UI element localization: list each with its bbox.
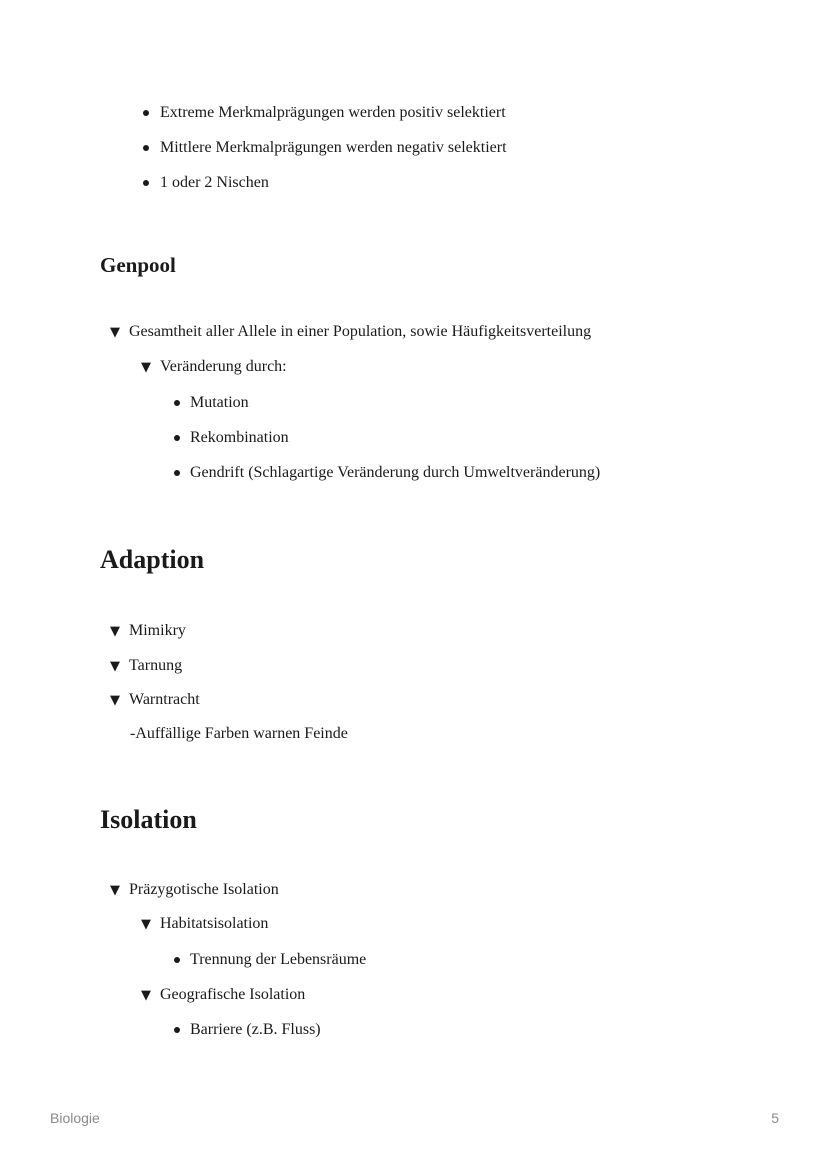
bullet-icon [174, 957, 180, 963]
list-item: Trennung der Lebensräume [190, 951, 367, 968]
list-item: Mutation [190, 394, 249, 411]
toggle-mimikry[interactable] [110, 621, 186, 642]
bullet-icon [143, 110, 149, 116]
toggle-geografisch[interactable] [141, 985, 305, 1006]
bullet-icon [174, 1027, 180, 1033]
footer-subject: Biologie [50, 1110, 100, 1126]
toggle-triangle-icon: ▼ [110, 624, 120, 639]
toggle-habitat[interactable] [141, 914, 268, 935]
toggle-label: Habitatsisolation [160, 915, 269, 932]
bullet-icon [143, 180, 149, 186]
toggle-triangle-icon: ▼ [141, 988, 151, 1003]
toggle-label: Präzygotische Isolation [129, 881, 279, 898]
warntracht-note: -Auffällige Farben warnen Feinde [130, 725, 348, 742]
toggle-genpool-change[interactable] [141, 357, 287, 378]
bullet-icon [174, 470, 180, 476]
toggle-triangle-icon: ▼ [110, 659, 120, 674]
toggle-triangle-icon: ▼ [141, 917, 151, 932]
bullet-icon [174, 435, 180, 441]
list-item: Barriere (z.B. Fluss) [190, 1021, 321, 1038]
footer-page-number: 5 [771, 1110, 779, 1126]
toggle-triangle-icon: ▼ [110, 693, 120, 708]
toggle-label: Veränderung durch: [160, 358, 287, 375]
bullet-icon [143, 145, 149, 151]
toggle-praezygotisch[interactable] [110, 880, 279, 901]
genpool-heading: Genpool [100, 253, 176, 277]
toggle-label: Gesamtheit aller Allele in einer Population, sowie Häufigkeitsverteilung [129, 323, 592, 340]
bullet-icon [174, 400, 180, 406]
toggle-triangle-icon: ▼ [110, 325, 120, 340]
toggle-warntracht[interactable] [110, 690, 200, 711]
toggle-tarnung[interactable] [110, 656, 182, 677]
toggle-label: Geografische Isolation [160, 986, 306, 1003]
toggle-label: Tarnung [129, 657, 183, 674]
toggle-label: Mimikry [129, 622, 186, 639]
toggle-triangle-icon: ▼ [110, 883, 120, 898]
toggle-triangle-icon: ▼ [141, 360, 151, 375]
isolation-heading: Isolation [100, 805, 197, 834]
list-item: Extreme Merkmalprägungen werden positiv selektiert [160, 104, 506, 121]
list-item: 1 oder 2 Nischen [160, 174, 269, 191]
toggle-label: Warntracht [129, 691, 200, 708]
adaption-heading: Adaption [100, 545, 205, 574]
toggle-genpool-definition[interactable] [110, 322, 591, 343]
list-item: Mittlere Merkmalprägungen werden negativ selektiert [160, 139, 507, 156]
list-item: Rekombination [190, 429, 289, 446]
list-item: Gendrift (Schlagartige Veränderung durch Umweltveränderung) [190, 464, 601, 481]
